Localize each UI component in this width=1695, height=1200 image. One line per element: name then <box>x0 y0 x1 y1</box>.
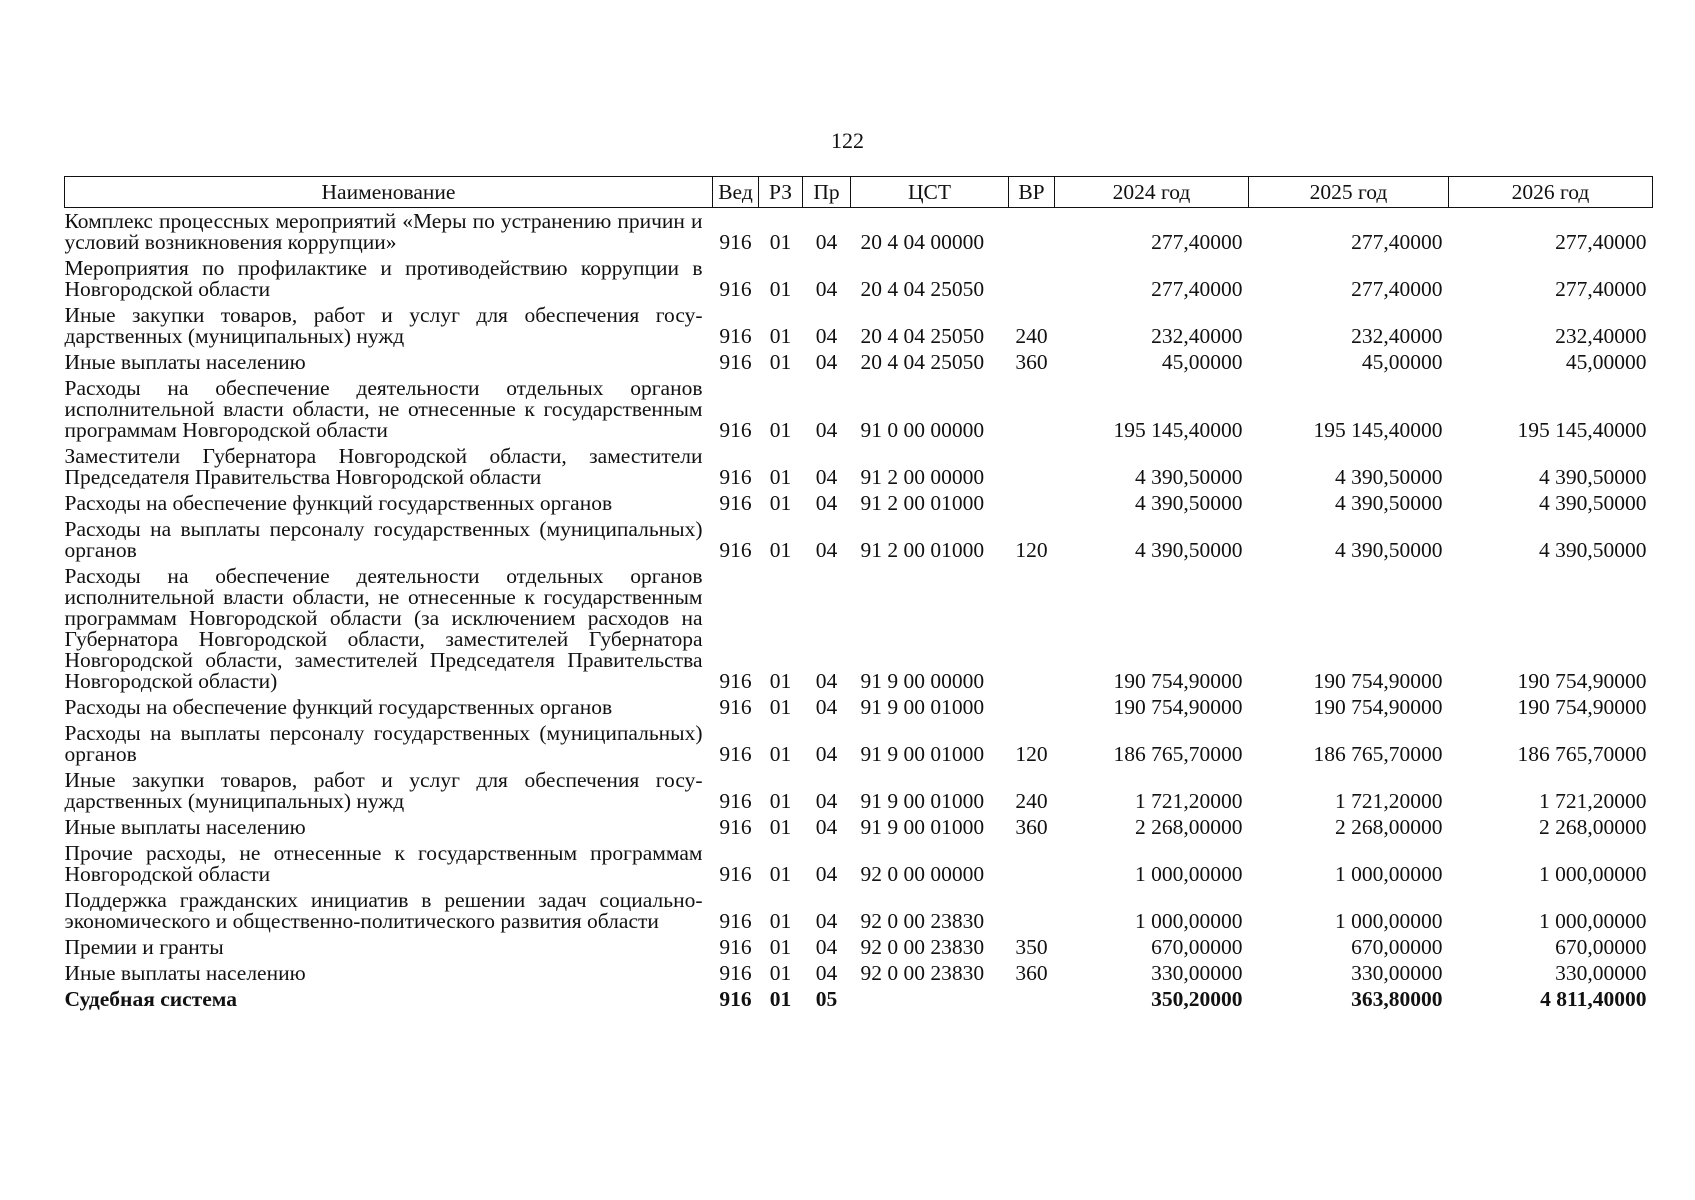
cell-2024: 190 754,90000 <box>1113 695 1243 719</box>
cell-2025: 4 390,50000 <box>1335 538 1443 562</box>
table-row <box>65 375 1653 443</box>
cell-2026: 1 000,00000 <box>1539 862 1647 886</box>
cell-vr <box>1009 255 1055 302</box>
cell-name: Расходы на выплаты персоналу государственных (муниципальных) органов <box>64 721 703 766</box>
cell-name: Комплекс процессных мероприятий «Меры по устранению причин и условий возникновения коррупции» <box>64 209 703 254</box>
cell-2024: 277,40000 <box>1151 230 1243 254</box>
cell-2024: 1 721,20000 <box>1135 789 1243 813</box>
table-row <box>65 255 1653 302</box>
cell-pr: 04 <box>815 230 838 254</box>
cell-name: Расходы на обеспечение деятельности отдельных органов исполнительной власти области, не отнесенные к государственным программам Новгородской области <box>64 376 703 442</box>
cell-vr: 120 <box>1015 742 1048 766</box>
cell-2024: 232,40000 <box>1151 324 1243 348</box>
cell-cst: 92 0 00 23830 <box>860 961 985 985</box>
cell-2025: 1 000,00000 <box>1335 909 1443 933</box>
cell-2025: 2 268,00000 <box>1335 815 1443 839</box>
cell-name: Расходы на выплаты персоналу государственных (муниципальных) органов <box>64 517 703 562</box>
cell-name: Мероприятия по профилактике и противодействию коррупции в Новгородской области <box>64 256 703 301</box>
cell-ved: 916 <box>719 935 752 959</box>
cell-2024: 1 000,00000 <box>1135 862 1243 886</box>
table-row <box>65 302 1653 349</box>
cell-2026: 4 811,40000 <box>1540 987 1647 1011</box>
cell-pr: 04 <box>815 695 838 719</box>
cell-cst: 20 4 04 00000 <box>860 230 985 254</box>
cell-vr <box>1009 694 1055 720</box>
cell-2024: 350,20000 <box>1151 987 1243 1011</box>
cell-name: Иные выплаты населению <box>64 350 306 374</box>
cell-2025: 330,00000 <box>1351 961 1443 985</box>
cell-vr <box>1009 887 1055 934</box>
table-row <box>65 208 1653 256</box>
cell-vr <box>1009 563 1055 694</box>
cell-vr <box>1009 375 1055 443</box>
cell-rz: 01 <box>769 862 792 886</box>
cell-2025: 4 390,50000 <box>1335 465 1443 489</box>
cell-2025: 363,80000 <box>1351 987 1443 1011</box>
cell-cst: 20 4 04 25050 <box>860 350 985 374</box>
cell-2026: 277,40000 <box>1555 230 1647 254</box>
cell-2025: 186 765,70000 <box>1313 742 1443 766</box>
table-row <box>65 516 1653 563</box>
table-row <box>65 694 1653 720</box>
cell-2026: 330,00000 <box>1555 961 1647 985</box>
cell-pr: 04 <box>815 742 838 766</box>
cell-name: Иные выплаты населению <box>64 815 306 839</box>
cell-rz: 01 <box>769 695 792 719</box>
cell-2025: 1 000,00000 <box>1335 862 1443 886</box>
cell-vr: 120 <box>1015 538 1048 562</box>
cell-rz: 01 <box>769 324 792 348</box>
cell-pr: 04 <box>815 465 838 489</box>
cell-rz: 01 <box>769 987 792 1011</box>
cell-cst: 91 0 00 00000 <box>860 418 985 442</box>
cell-ved: 916 <box>719 277 752 301</box>
cell-2025: 4 390,50000 <box>1335 491 1443 515</box>
cell-rz: 01 <box>769 418 792 442</box>
cell-2026: 4 390,50000 <box>1539 538 1647 562</box>
cell-cst: 91 2 00 01000 <box>860 491 985 515</box>
cell-pr: 04 <box>815 961 838 985</box>
table-row <box>65 720 1653 767</box>
cell-vr: 240 <box>1015 324 1048 348</box>
cell-cst: 92 0 00 00000 <box>860 862 985 886</box>
cell-ved: 916 <box>719 909 752 933</box>
cell-ved: 916 <box>719 987 752 1011</box>
cell-cst: 92 0 00 23830 <box>860 935 985 959</box>
cell-2025: 45,00000 <box>1361 350 1443 374</box>
cell-2024: 186 765,70000 <box>1113 742 1243 766</box>
cell-2026: 232,40000 <box>1555 324 1647 348</box>
cell-2026: 1 000,00000 <box>1539 909 1647 933</box>
cell-ved: 916 <box>719 789 752 813</box>
cell-cst: 91 9 00 01000 <box>860 789 985 813</box>
cell-rz: 01 <box>769 538 792 562</box>
cell-vr: 240 <box>1015 789 1048 813</box>
cell-pr: 04 <box>815 815 838 839</box>
cell-2024: 4 390,50000 <box>1135 538 1243 562</box>
cell-vr <box>1009 208 1055 256</box>
cell-ved: 916 <box>719 350 752 374</box>
cell-vr <box>1009 490 1055 516</box>
cell-cst: 91 9 00 01000 <box>860 742 985 766</box>
cell-ved: 916 <box>719 669 752 693</box>
cell-pr: 04 <box>815 350 838 374</box>
cell-2024: 1 000,00000 <box>1135 909 1243 933</box>
cell-name: Иные закупки товаров, работ и услуг для обеспечения государственных (муниципальных) нужд <box>64 768 703 813</box>
table-row <box>65 349 1653 375</box>
table-row <box>65 960 1653 986</box>
cell-2026: 4 390,50000 <box>1539 491 1647 515</box>
cell-2026: 277,40000 <box>1555 277 1647 301</box>
cell-pr: 04 <box>815 418 838 442</box>
table-body <box>65 208 1653 1013</box>
cell-ved: 916 <box>719 862 752 886</box>
cell-vr: 360 <box>1015 350 1048 374</box>
cell-vr: 350 <box>1015 935 1048 959</box>
header-row <box>65 177 1653 208</box>
cell-name: Расходы на обеспечение функций государственных органов <box>64 491 613 515</box>
cell-2025: 190 754,90000 <box>1313 669 1443 693</box>
cell-ved: 916 <box>719 491 752 515</box>
table-row <box>65 934 1653 960</box>
cell-name: Заместители Губернатора Новгородской области, заместители Председателя Правительства Новгородской области <box>64 444 703 489</box>
cell-rz: 01 <box>769 742 792 766</box>
cell-ved: 916 <box>719 815 752 839</box>
header-2026: 2026 год <box>1449 177 1653 208</box>
cell-cst: 91 9 00 01000 <box>860 815 985 839</box>
cell-name: Иные выплаты населению <box>64 961 306 985</box>
header-2024: 2024 год <box>1055 177 1249 208</box>
cell-ved: 916 <box>719 695 752 719</box>
header-ved: Вед <box>713 177 759 208</box>
cell-ved: 916 <box>719 418 752 442</box>
cell-rz: 01 <box>769 350 792 374</box>
cell-cst: 20 4 04 25050 <box>860 277 985 301</box>
cell-vr <box>1009 443 1055 490</box>
cell-2026: 1 721,20000 <box>1539 789 1647 813</box>
cell-rz: 01 <box>769 491 792 515</box>
header-pr: Пр <box>803 177 851 208</box>
cell-2025: 195 145,40000 <box>1313 418 1443 442</box>
cell-pr: 04 <box>815 277 838 301</box>
cell-ved: 916 <box>719 742 752 766</box>
cell-2024: 2 268,00000 <box>1135 815 1243 839</box>
cell-2025: 670,00000 <box>1351 935 1443 959</box>
cell-pr: 04 <box>815 862 838 886</box>
cell-rz: 01 <box>769 789 792 813</box>
cell-2026: 195 145,40000 <box>1517 418 1647 442</box>
cell-ved: 916 <box>719 324 752 348</box>
cell-2024: 670,00000 <box>1151 935 1243 959</box>
cell-vr <box>1009 986 1055 1012</box>
cell-rz: 01 <box>769 909 792 933</box>
cell-ved: 916 <box>719 465 752 489</box>
cell-rz: 01 <box>769 230 792 254</box>
cell-ved: 916 <box>719 538 752 562</box>
cell-2026: 190 754,90000 <box>1517 695 1647 719</box>
cell-ved: 916 <box>719 230 752 254</box>
cell-2024: 195 145,40000 <box>1113 418 1243 442</box>
cell-2026: 190 754,90000 <box>1517 669 1647 693</box>
cell-2026: 670,00000 <box>1555 935 1647 959</box>
cell-name: Иные закупки товаров, работ и услуг для обеспечения государственных (муниципальных) нужд <box>64 303 703 348</box>
page-number: 122 <box>831 128 864 153</box>
cell-cst: 91 2 00 00000 <box>860 465 985 489</box>
cell-pr: 04 <box>815 538 838 562</box>
cell-2024: 277,40000 <box>1151 277 1243 301</box>
cell-2025: 277,40000 <box>1351 277 1443 301</box>
cell-2024: 190 754,90000 <box>1113 669 1243 693</box>
cell-pr: 04 <box>815 789 838 813</box>
cell-name: Судебная система <box>64 987 238 1011</box>
cell-rz: 01 <box>769 465 792 489</box>
table-row <box>65 443 1653 490</box>
header-name: Наименование <box>65 177 713 208</box>
header-cst: ЦСТ <box>851 177 1009 208</box>
cell-name: Премии и гранты <box>64 935 224 959</box>
cell-2024: 4 390,50000 <box>1135 465 1243 489</box>
cell-2026: 4 390,50000 <box>1539 465 1647 489</box>
cell-2026: 2 268,00000 <box>1539 815 1647 839</box>
cell-cst: 20 4 04 25050 <box>860 324 985 348</box>
cell-cst: 91 2 00 01000 <box>860 538 985 562</box>
cell-rz: 01 <box>769 815 792 839</box>
cell-cst: 91 9 00 01000 <box>860 695 985 719</box>
cell-vr: 360 <box>1015 815 1048 839</box>
table-row <box>65 986 1653 1012</box>
table-row <box>65 767 1653 814</box>
table-row <box>65 840 1653 887</box>
cell-rz: 01 <box>769 277 792 301</box>
cell-pr: 04 <box>815 324 838 348</box>
cell-name: Расходы на обеспечение функций государственных органов <box>64 695 613 719</box>
cell-2025: 232,40000 <box>1351 324 1443 348</box>
cell-2025: 1 721,20000 <box>1335 789 1443 813</box>
cell-name: Прочие расходы, не отнесенные к государственным программам Новгородской области <box>64 841 703 886</box>
table-header <box>65 177 1653 208</box>
cell-pr: 04 <box>815 909 838 933</box>
cell-vr: 360 <box>1015 961 1048 985</box>
cell-2024: 4 390,50000 <box>1135 491 1243 515</box>
cell-ved: 916 <box>719 961 752 985</box>
cell-name: Поддержка гражданских инициатив в решении задач социально-экономического и общественно-политического развития области <box>64 888 703 933</box>
table-row <box>65 814 1653 840</box>
cell-rz: 01 <box>769 669 792 693</box>
cell-rz: 01 <box>769 961 792 985</box>
table-row <box>65 563 1653 694</box>
cell-cst <box>851 986 1009 1012</box>
cell-2026: 186 765,70000 <box>1517 742 1647 766</box>
header-rz: РЗ <box>759 177 803 208</box>
cell-pr: 05 <box>815 987 838 1011</box>
budget-table <box>64 176 1653 1012</box>
cell-2026: 45,00000 <box>1565 350 1647 374</box>
cell-pr: 04 <box>815 669 838 693</box>
cell-pr: 04 <box>815 935 838 959</box>
cell-name: Расходы на обеспечение деятельности отдельных органов исполнительной власти области, не отнесенные к государственным программам Новгородской области (за исключением расходов на Губернатора Новгородской области, заместителей Губернатора Новгородской области, заместителей Председателя Правительства Новгородской области) <box>64 564 703 693</box>
cell-2024: 45,00000 <box>1161 350 1243 374</box>
table-row <box>65 887 1653 934</box>
header-2025: 2025 год <box>1249 177 1449 208</box>
header-vr: ВР <box>1009 177 1055 208</box>
cell-rz: 01 <box>769 935 792 959</box>
cell-cst: 92 0 00 23830 <box>860 909 985 933</box>
cell-vr <box>1009 840 1055 887</box>
cell-cst: 91 9 00 00000 <box>860 669 985 693</box>
cell-2024: 330,00000 <box>1151 961 1243 985</box>
cell-pr: 04 <box>815 491 838 515</box>
cell-2025: 190 754,90000 <box>1313 695 1443 719</box>
table-row <box>65 490 1653 516</box>
cell-2025: 277,40000 <box>1351 230 1443 254</box>
